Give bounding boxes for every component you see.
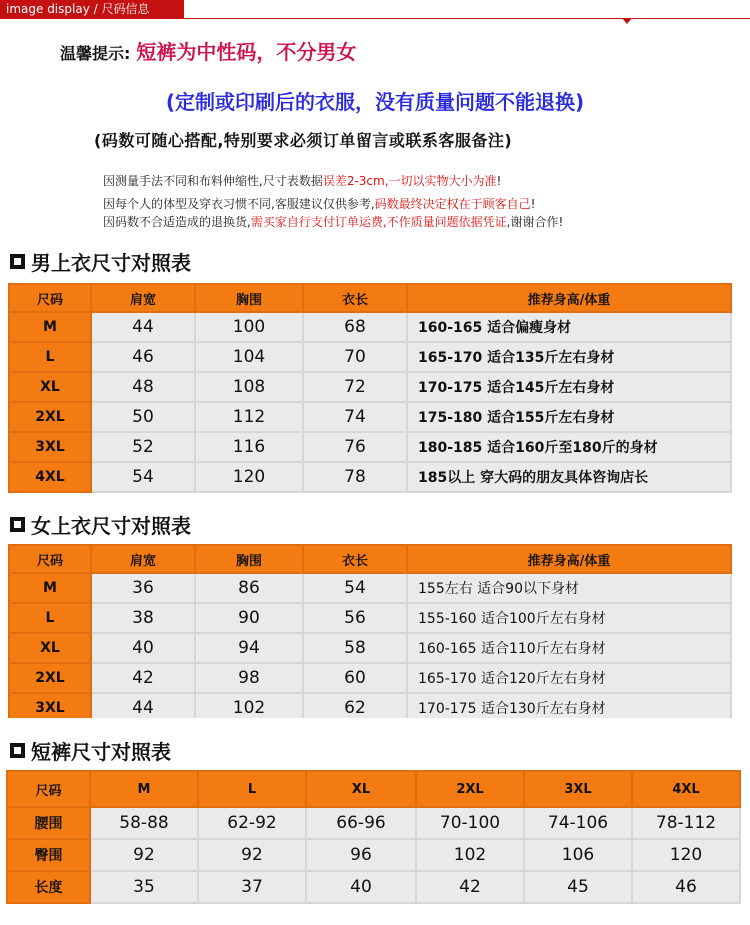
table-cell: 100 xyxy=(195,312,303,342)
fine-print-highlight: 码数最终决定权在于顾客自己 xyxy=(374,197,531,211)
table-cell: 112 xyxy=(195,402,303,432)
table-cell: 70 xyxy=(303,342,407,372)
reminder-notice xyxy=(60,36,750,65)
recommendation-cell: 175-180 适合155斤左右身材 xyxy=(407,402,731,432)
table-row xyxy=(9,372,731,402)
table-cell: 44 xyxy=(91,312,195,342)
table-cell: 40 xyxy=(306,871,416,903)
column-header: 肩宽 xyxy=(91,545,195,573)
table-row xyxy=(9,603,731,633)
table-cell: 74-106 xyxy=(524,807,632,839)
table-cell: 94 xyxy=(195,633,303,663)
table-cell: 46 xyxy=(632,871,740,903)
table-cell: 50 xyxy=(91,402,195,432)
shorts-table-title: 短裤尺寸对照表 xyxy=(31,740,171,764)
column-header: 4XL xyxy=(632,771,740,807)
column-header: 衣长 xyxy=(303,284,407,312)
table-cell: 78-112 xyxy=(632,807,740,839)
fine-print-text: ! xyxy=(496,174,502,188)
size-cell: XL xyxy=(9,633,91,663)
column-header: 胸围 xyxy=(195,284,303,312)
column-header: 尺码 xyxy=(9,284,91,312)
table-cell: 48 xyxy=(91,372,195,402)
table-cell: 35 xyxy=(90,871,198,903)
table-cell: 104 xyxy=(195,342,303,372)
square-bullet-icon xyxy=(10,743,25,758)
table-row xyxy=(9,342,731,372)
size-cell: L xyxy=(9,342,91,372)
recommendation-cell: 160-165 适合110斤左右身材 xyxy=(407,633,731,663)
column-header: L xyxy=(198,771,306,807)
measure-cell: 长度 xyxy=(7,871,90,903)
recommendation-cell: 170-175 适合130斤左右身材 xyxy=(407,693,731,718)
table-cell: 96 xyxy=(306,839,416,871)
table-cell: 37 xyxy=(198,871,306,903)
fine-print-text: 因测量手法不同和布料伸缩性,尺寸表数据 xyxy=(103,174,323,188)
reminder-text: 短裤为中性码，不分男女 xyxy=(136,40,357,64)
table-cell: 36 xyxy=(91,573,195,603)
table-cell: 54 xyxy=(303,573,407,603)
table-cell: 40 xyxy=(91,633,195,663)
table-row xyxy=(7,839,740,871)
fine-print-text: ! xyxy=(530,197,536,211)
women-table-heading xyxy=(10,510,191,539)
table-cell: 68 xyxy=(303,312,407,342)
shorts-table-heading xyxy=(10,736,171,765)
fine-print-highlight: 需买家自行支付订单运费,不作质量问题依据凭证 xyxy=(250,215,507,229)
size-cell: 2XL xyxy=(9,663,91,693)
table-row xyxy=(9,573,731,603)
table-cell: 60 xyxy=(303,663,407,693)
table-row xyxy=(9,663,731,693)
column-header: 3XL xyxy=(524,771,632,807)
column-header: 尺码 xyxy=(7,771,90,807)
table-cell: 58 xyxy=(303,633,407,663)
men-table-heading xyxy=(10,247,191,276)
size-cell: 3XL xyxy=(9,693,91,718)
table-cell: 116 xyxy=(195,432,303,462)
table-cell: 42 xyxy=(91,663,195,693)
men-size-table xyxy=(8,283,732,493)
column-header: 肩宽 xyxy=(91,284,195,312)
recommendation-cell: 155-160 适合100斤左右身材 xyxy=(407,603,731,633)
recommendation-cell: 165-170 适合135斤左右身材 xyxy=(407,342,731,372)
recommendation-cell: 180-185 适合160斤至180斤的身材 xyxy=(407,432,731,462)
measure-cell: 臀围 xyxy=(7,839,90,871)
recommendation-cell: 170-175 适合145斤左右身材 xyxy=(407,372,731,402)
fine-print-line-1 xyxy=(103,172,501,189)
column-header: 尺码 xyxy=(9,545,91,573)
table-cell: 56 xyxy=(303,603,407,633)
table-row xyxy=(9,312,731,342)
table-cell: 62-92 xyxy=(198,807,306,839)
women-size-table xyxy=(8,544,732,718)
custom-notice: (定制或印刷后的衣服，没有质量问题不能退换) xyxy=(165,90,585,114)
table-cell: 102 xyxy=(195,693,303,718)
fine-print-text: 因每个人的体型及穿衣习惯不同,客服建议仅供参考, xyxy=(103,197,375,211)
reminder-label: 温馨提示: xyxy=(60,44,131,63)
size-cell: 3XL xyxy=(9,432,91,462)
table-row xyxy=(7,871,740,903)
table-cell: 52 xyxy=(91,432,195,462)
table-row xyxy=(9,462,731,492)
table-cell: 45 xyxy=(524,871,632,903)
table-cell: 106 xyxy=(524,839,632,871)
table-row xyxy=(9,693,731,718)
table-cell: 44 xyxy=(91,693,195,718)
fine-print-line-2 xyxy=(103,195,535,212)
table-cell: 92 xyxy=(198,839,306,871)
fine-print-text: 因码数不合适造成的退换货, xyxy=(103,215,251,229)
table-cell: 92 xyxy=(90,839,198,871)
recommendation-cell: 160-165 适合偏瘦身材 xyxy=(407,312,731,342)
fine-print-line-3 xyxy=(103,213,563,230)
table-cell: 70-100 xyxy=(416,807,524,839)
recommendation-cell: 155左右 适合90以下身材 xyxy=(407,573,731,603)
fine-print-highlight: 误差2-3cm,一切以实物大小为准 xyxy=(322,174,497,188)
size-cell: M xyxy=(9,312,91,342)
table-cell: 120 xyxy=(632,839,740,871)
men-table-title: 男上衣尺寸对照表 xyxy=(31,251,191,275)
table-cell: 102 xyxy=(416,839,524,871)
header-divider xyxy=(0,18,750,19)
fine-print-text: ,谢谢合作! xyxy=(506,215,564,229)
table-cell: 62 xyxy=(303,693,407,718)
measure-cell: 腰围 xyxy=(7,807,90,839)
column-header: 胸围 xyxy=(195,545,303,573)
table-cell: 98 xyxy=(195,663,303,693)
table-cell: 72 xyxy=(303,372,407,402)
table-cell: 38 xyxy=(91,603,195,633)
table-row xyxy=(7,807,740,839)
table-row xyxy=(9,633,731,663)
size-cell: 4XL xyxy=(9,462,91,492)
table-cell: 46 xyxy=(91,342,195,372)
table-cell: 66-96 xyxy=(306,807,416,839)
table-row xyxy=(9,432,731,462)
table-cell: 120 xyxy=(195,462,303,492)
header-tab: image display / 尺码信息 xyxy=(0,0,184,18)
recommendation-cell: 185以上 穿大码的朋友具体咨询店长 xyxy=(407,462,731,492)
column-header: 推荐身高/体重 xyxy=(407,545,731,573)
recommendation-cell: 165-170 适合120斤左右身材 xyxy=(407,663,731,693)
column-header: M xyxy=(90,771,198,807)
shorts-size-table xyxy=(6,770,741,904)
table-cell: 54 xyxy=(91,462,195,492)
table-cell: 76 xyxy=(303,432,407,462)
table-row xyxy=(9,402,731,432)
size-cell: M xyxy=(9,573,91,603)
table-cell: 78 xyxy=(303,462,407,492)
table-cell: 74 xyxy=(303,402,407,432)
column-header: 2XL xyxy=(416,771,524,807)
size-cell: XL xyxy=(9,372,91,402)
table-cell: 108 xyxy=(195,372,303,402)
women-table-viewport xyxy=(0,544,750,718)
women-table-title: 女上衣尺寸对照表 xyxy=(31,514,191,538)
table-cell: 90 xyxy=(195,603,303,633)
column-header: 衣长 xyxy=(303,545,407,573)
table-cell: 58-88 xyxy=(90,807,198,839)
table-cell: 42 xyxy=(416,871,524,903)
square-bullet-icon xyxy=(10,254,25,269)
square-bullet-icon xyxy=(10,517,25,532)
size-cell: L xyxy=(9,603,91,633)
column-header: XL xyxy=(306,771,416,807)
column-header: 推荐身高/体重 xyxy=(407,284,731,312)
size-cell: 2XL xyxy=(9,402,91,432)
size-notice: (码数可随心搭配,特别要求必须订单留言或联系客服备注) xyxy=(94,131,513,150)
header-marker xyxy=(622,18,632,24)
table-cell: 86 xyxy=(195,573,303,603)
